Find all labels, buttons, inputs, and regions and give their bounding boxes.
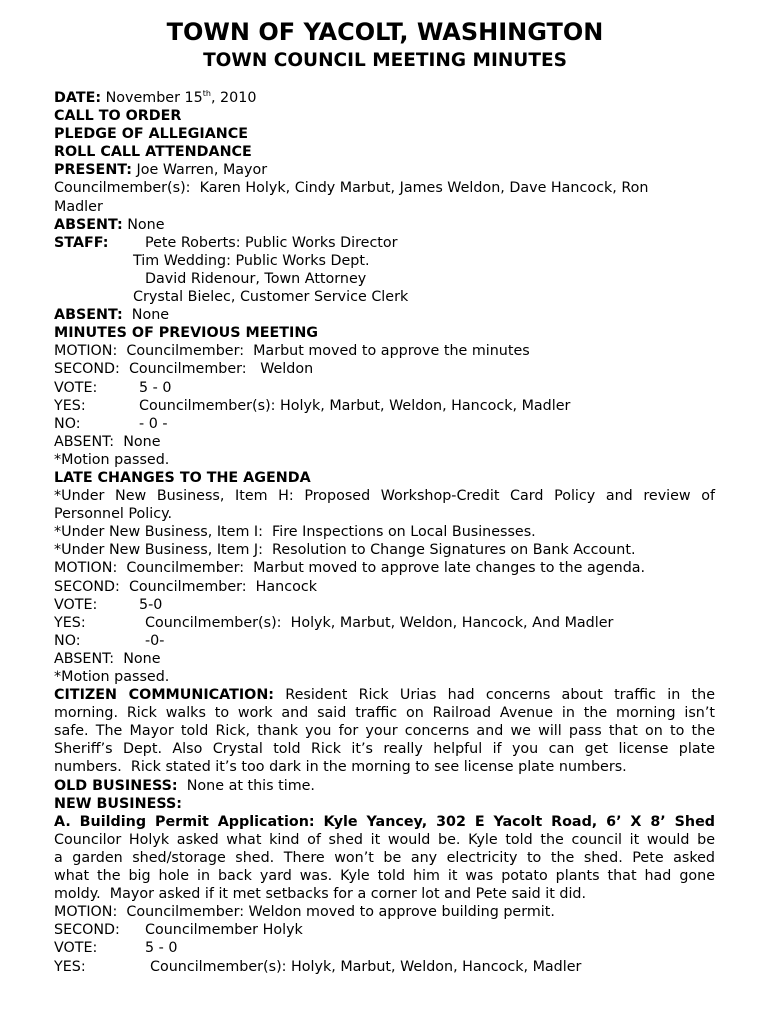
citizen-line: safe. The Mayor told Rick, thank you for your concerns and we will pass that on to the <box>54 723 715 740</box>
councilmembers-line: Councilmember(s): Karen Holyk, Cindy Marbut, James Weldon, Dave Hancock, Ron <box>54 180 649 197</box>
date-line <box>54 89 715 107</box>
no-value: - 0 - <box>139 415 168 432</box>
councilmembers-line: Madler <box>54 198 103 215</box>
absent-line: ABSENT: None <box>54 433 161 450</box>
citizen-text: Resident Rick Urias had concerns about traffic in the <box>285 687 716 704</box>
vote-value: 5 - 0 <box>139 379 172 396</box>
item-a-line: what the big hole in back yard was. Kyle told him it was potato plants that had gone <box>54 868 715 885</box>
minutes-body <box>54 89 715 976</box>
second-value: Councilmember Holyk <box>145 922 303 939</box>
date-value: November 15 <box>105 90 203 106</box>
absent-label: ABSENT: <box>54 216 123 233</box>
second-label: SECOND: <box>54 922 120 939</box>
citizen-label: CITIZEN COMMUNICATION: <box>54 687 275 704</box>
citizen-line: Sheriff’s Dept. Also Crystal told Rick it’s really helpful if you can get license plate <box>54 741 715 758</box>
citizen-line: numbers. Rick stated it’s too dark in the morning to see license plate numbers. <box>54 759 627 776</box>
no-label: NO: <box>54 415 81 432</box>
second-line: SECOND: Councilmember: Weldon <box>54 361 314 378</box>
absent-value: None <box>127 216 165 233</box>
old-business-value: None at this time. <box>186 777 315 794</box>
pledge: PLEDGE OF ALLEGIANCE <box>54 126 248 143</box>
item-a-line: a garden shed/storage shed. There won’t be any electricity to the shed. Pete asked <box>54 849 715 866</box>
late-change-item: Personnel Policy. <box>54 506 173 523</box>
yes-value: Councilmember(s): Holyk, Marbut, Weldon, Hancock, And Madler <box>145 614 614 631</box>
staff-label: STAFF: <box>54 234 109 251</box>
date-year: , 2010 <box>210 90 257 106</box>
present-value: Joe Warren, Mayor <box>136 162 268 179</box>
citizen-line <box>54 686 715 704</box>
roll-call: ROLL CALL ATTENDANCE <box>54 144 252 161</box>
yes-label: YES: <box>54 614 86 631</box>
date-suffix: th <box>202 89 211 98</box>
yes-value: Councilmember(s): Holyk, Marbut, Weldon, Hancock, Madler <box>150 958 582 975</box>
vote-label: VOTE: <box>54 596 98 613</box>
new-business-heading: NEW BUSINESS: <box>54 795 183 812</box>
late-changes-heading: LATE CHANGES TO THE AGENDA <box>54 469 311 486</box>
motion-line: MOTION: Councilmember: Marbut moved to approve the minutes <box>54 343 530 360</box>
vote-value: 5 - 0 <box>145 940 178 957</box>
staff-member: David Ridenour, Town Attorney <box>145 270 367 287</box>
no-value: -0- <box>145 632 165 649</box>
absent-label: ABSENT: <box>54 307 123 324</box>
item-a-line: moldy. Mayor asked if it met setbacks for a corner lot and Pete said it did. <box>54 886 587 903</box>
present-label: PRESENT: <box>54 162 132 179</box>
document-subtitle: TOWN COUNCIL MEETING MINUTES <box>203 50 567 71</box>
motion-passed: *Motion passed. <box>54 451 170 468</box>
old-business-label: OLD BUSINESS: <box>54 777 178 794</box>
date-label: DATE: <box>54 90 102 106</box>
item-a-line: Councilor Holyk asked what kind of shed it would be. Kyle told the council it would be <box>54 831 715 848</box>
late-change-item: *Under New Business, Item I: Fire Inspections on Local Businesses. <box>54 524 536 541</box>
yes-label: YES: <box>54 397 86 414</box>
yes-value: Councilmember(s): Holyk, Marbut, Weldon, Hancock, Madler <box>139 397 571 414</box>
no-label: NO: <box>54 632 81 649</box>
motion-line: MOTION: Councilmember: Marbut moved to approve late changes to the agenda. <box>54 560 646 577</box>
staff-member: Crystal Bielec, Customer Service Clerk <box>133 289 409 306</box>
absent-value: None <box>131 307 170 324</box>
motion-passed: *Motion passed. <box>54 669 170 685</box>
new-business-item-a: A. Building Permit Application: Kyle Yancey, 302 E Yacolt Road, 6’ X 8’ Shed <box>54 813 715 830</box>
second-line: SECOND: Councilmember: Hancock <box>54 578 317 595</box>
prev-minutes-heading: MINUTES OF PREVIOUS MEETING <box>54 325 319 342</box>
vote-value: 5-0 <box>139 596 163 613</box>
citizen-line: morning. Rick walks to work and said traffic on Railroad Avenue in the morning isn’t <box>54 705 715 722</box>
absent-line: ABSENT: None <box>54 650 161 667</box>
staff-member: Tim Wedding: Public Works Dept. <box>133 252 370 269</box>
call-to-order: CALL TO ORDER <box>54 108 182 125</box>
staff-member: Pete Roberts: Public Works Director <box>145 234 398 251</box>
document-title: TOWN OF YACOLT, WASHINGTON <box>166 18 604 46</box>
late-change-item: *Under New Business, Item J: Resolution to Change Signatures on Bank Account. <box>54 542 636 559</box>
yes-label: YES: <box>54 958 86 975</box>
vote-label: VOTE: <box>54 379 98 396</box>
late-change-item: *Under New Business, Item H: Proposed Workshop-Credit Card Policy and review of <box>54 488 715 505</box>
vote-label: VOTE: <box>54 940 98 957</box>
motion-line: MOTION: Councilmember: Weldon moved to approve building permit. <box>54 904 555 921</box>
